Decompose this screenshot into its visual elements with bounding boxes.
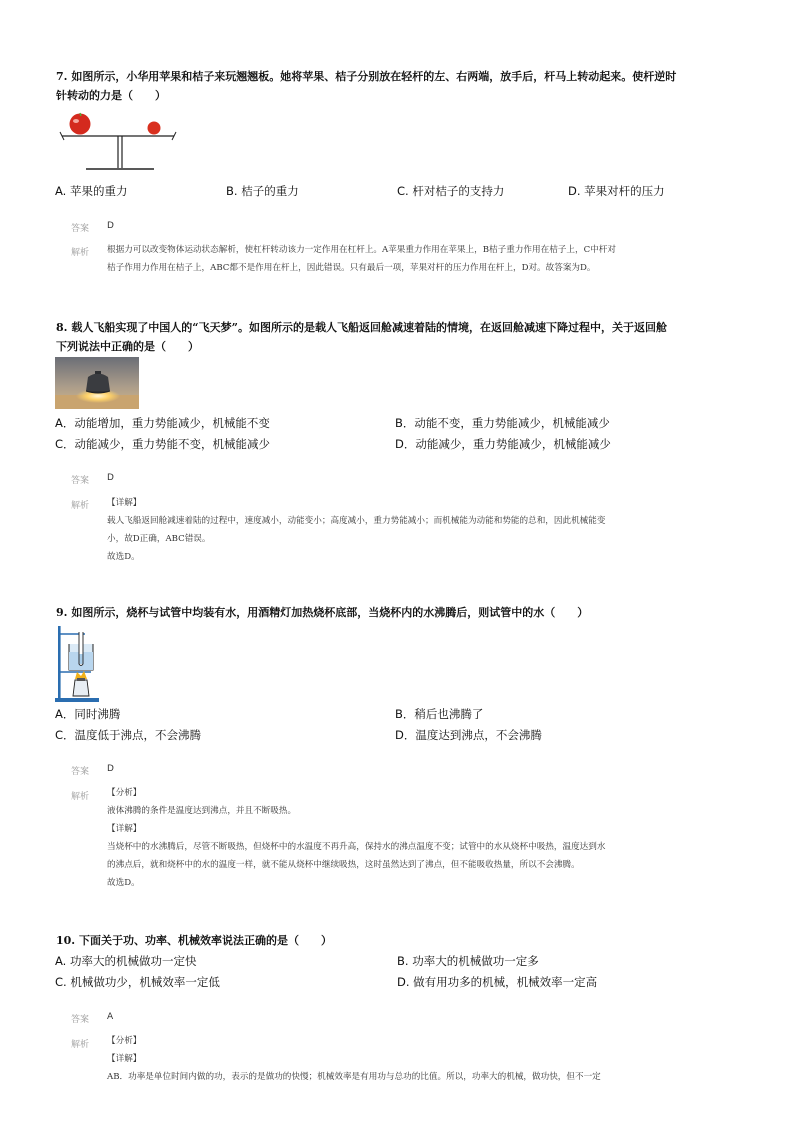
q10-explanation-line: AB．功率是单位时间内做的功，表示的是做功的快慢；机械效率是有用功与总功的比值。所以，功率大的机械，做功快，但不一定: [107, 1072, 601, 1082]
q7-stem-line2: 针转动的力是（ ）: [56, 89, 166, 102]
q9-option-b: B．稍后也沸腾了: [395, 707, 484, 721]
q10-option-b: B. 功率大的机械做功一定多: [397, 954, 539, 968]
q10-option-d: D. 做有用功多的机械，机械效率一定高: [397, 975, 598, 989]
q9-explanation-line: 当烧杯中的水沸腾后，尽管不断吸热，但烧杯中的水温度不再升高，保持水的沸点温度不变；试管中的水从烧杯中吸热，温度达到水: [107, 842, 606, 852]
q8-explanation-line: 小，故D正确，ABC错误。: [107, 534, 211, 544]
q10-explanation-line: 【分析】: [107, 1036, 142, 1046]
q8-option-d: D．动能减少，重力势能减少，机械能减少: [395, 437, 611, 451]
q9-option-d: D．温度达到沸点，不会沸腾: [395, 728, 542, 742]
q9-stem-line: 9. 如图所示，烧杯与试管中均装有水，用酒精灯加热烧杯底部，当烧杯内的水沸腾后，则试管中的水（ ）: [56, 606, 589, 619]
q7-explanation-line: 桔子作用力作用在桔子上，ABC都不是作用在杆上，因此错误。只有最后一项，苹果对杆的压力作用在杆上，D对。故答案为D。: [107, 263, 596, 273]
q10-stem: [56, 931, 746, 950]
q8-explanation-line: 【详解】: [107, 498, 142, 508]
q10-stem-line: 10. 下面关于功、功率、机械效率说法正确的是（ ）: [56, 934, 332, 947]
q10-explanation-line: 【详解】: [107, 1054, 142, 1064]
seesaw-figure: [58, 112, 178, 174]
q10-option-c: C. 机械做功少，机械效率一定低: [55, 975, 220, 989]
apple-shape: [70, 114, 91, 135]
q8-option-b: B．动能不变，重力势能减少，机械能减少: [395, 416, 610, 430]
q8-explanation-line: 载人飞船返回舱减速着陆的过程中，速度减小，动能变小；高度减小，重力势能减小；而机械能为动能和势能的总和，因此机械能变: [107, 516, 606, 526]
q8-option-c: C．动能减少，重力势能不变，机械能减少: [55, 437, 271, 451]
q8-analysis-tag: 解析: [71, 501, 90, 511]
q9-analysis-tag: 解析: [71, 792, 90, 802]
q8-stem: [56, 318, 746, 356]
q8-answer: D: [107, 473, 114, 483]
q7-option-d: D. 苹果对杆的压力: [568, 184, 665, 198]
boiling-apparatus-figure: [55, 624, 101, 704]
q7-analysis-tag: 解析: [71, 248, 90, 258]
q7-option-c: C. 杆对桔子的支持力: [397, 184, 505, 198]
q10-explanation: [107, 1032, 601, 1086]
q7-stem-line1: 7. 如图所示，小华用苹果和桔子来玩翘翘板。她将苹果、桔子分别放在轻杆的左、右两端，放手后，杆马上转动起来。使杆逆时: [56, 70, 677, 83]
q7-option-a: A. 苹果的重力: [55, 184, 128, 198]
q7-explanation: [107, 241, 616, 277]
q7-explanation-line: 根据力可以改变物体运动状态解析，使杠杆转动该力一定作用在杠杆上。A苹果重力作用在苹果上，B桔子重力作用在桔子上，C中杆对: [107, 245, 616, 255]
q8-stem-line1: 8. 载人飞船实现了中国人的“飞天梦”。如图所示的是载人飞船返回舱减速着陆的情境，在返回舱减速下降过程中，关于返回舱: [56, 321, 667, 334]
q10-answer: A: [107, 1012, 114, 1022]
q9-option-c: C．温度低于沸点，不会沸腾: [55, 728, 202, 742]
q8-explanation-line: 故选D。: [107, 552, 140, 562]
q9-explanation-line: 故选D。: [107, 878, 140, 888]
q9-explanation-line: 【详解】: [107, 824, 142, 834]
capsule-photo: [55, 357, 139, 409]
q8-stem-line2: 下列说法中正确的是（ ）: [56, 340, 199, 353]
q10-answer-tag: 答案: [71, 1015, 90, 1025]
q9-explanation-line: 的沸点后，就和烧杯中的水的温度一样，就不能从烧杯中继续吸热，这时虽然达到了沸点，但不能吸收热量，所以不会沸腾。: [107, 860, 580, 870]
q7-answer-tag: 答案: [71, 224, 90, 234]
q10-option-a: A. 功率大的机械做功一定快: [55, 954, 197, 968]
q9-stem: [56, 603, 746, 622]
q9-explanation-line: 【分析】: [107, 788, 142, 798]
q7-option-b: B. 桔子的重力: [226, 184, 299, 198]
q10-analysis-tag: 解析: [71, 1040, 90, 1050]
q8-explanation: [107, 494, 605, 566]
q7-answer: D: [107, 221, 114, 231]
q9-option-a: A．同时沸腾: [55, 707, 121, 721]
q7-stem: [56, 67, 746, 105]
q8-option-a: A．动能增加，重力势能减少，机械能不变: [55, 416, 270, 430]
q9-answer-tag: 答案: [71, 767, 90, 777]
q8-answer-tag: 答案: [71, 476, 90, 486]
orange-shape: [148, 122, 161, 135]
q9-answer: D: [107, 764, 114, 774]
q9-explanation-line: 液体沸腾的条件是温度达到沸点，并且不断吸热。: [107, 806, 297, 816]
q9-explanation: [107, 784, 605, 892]
